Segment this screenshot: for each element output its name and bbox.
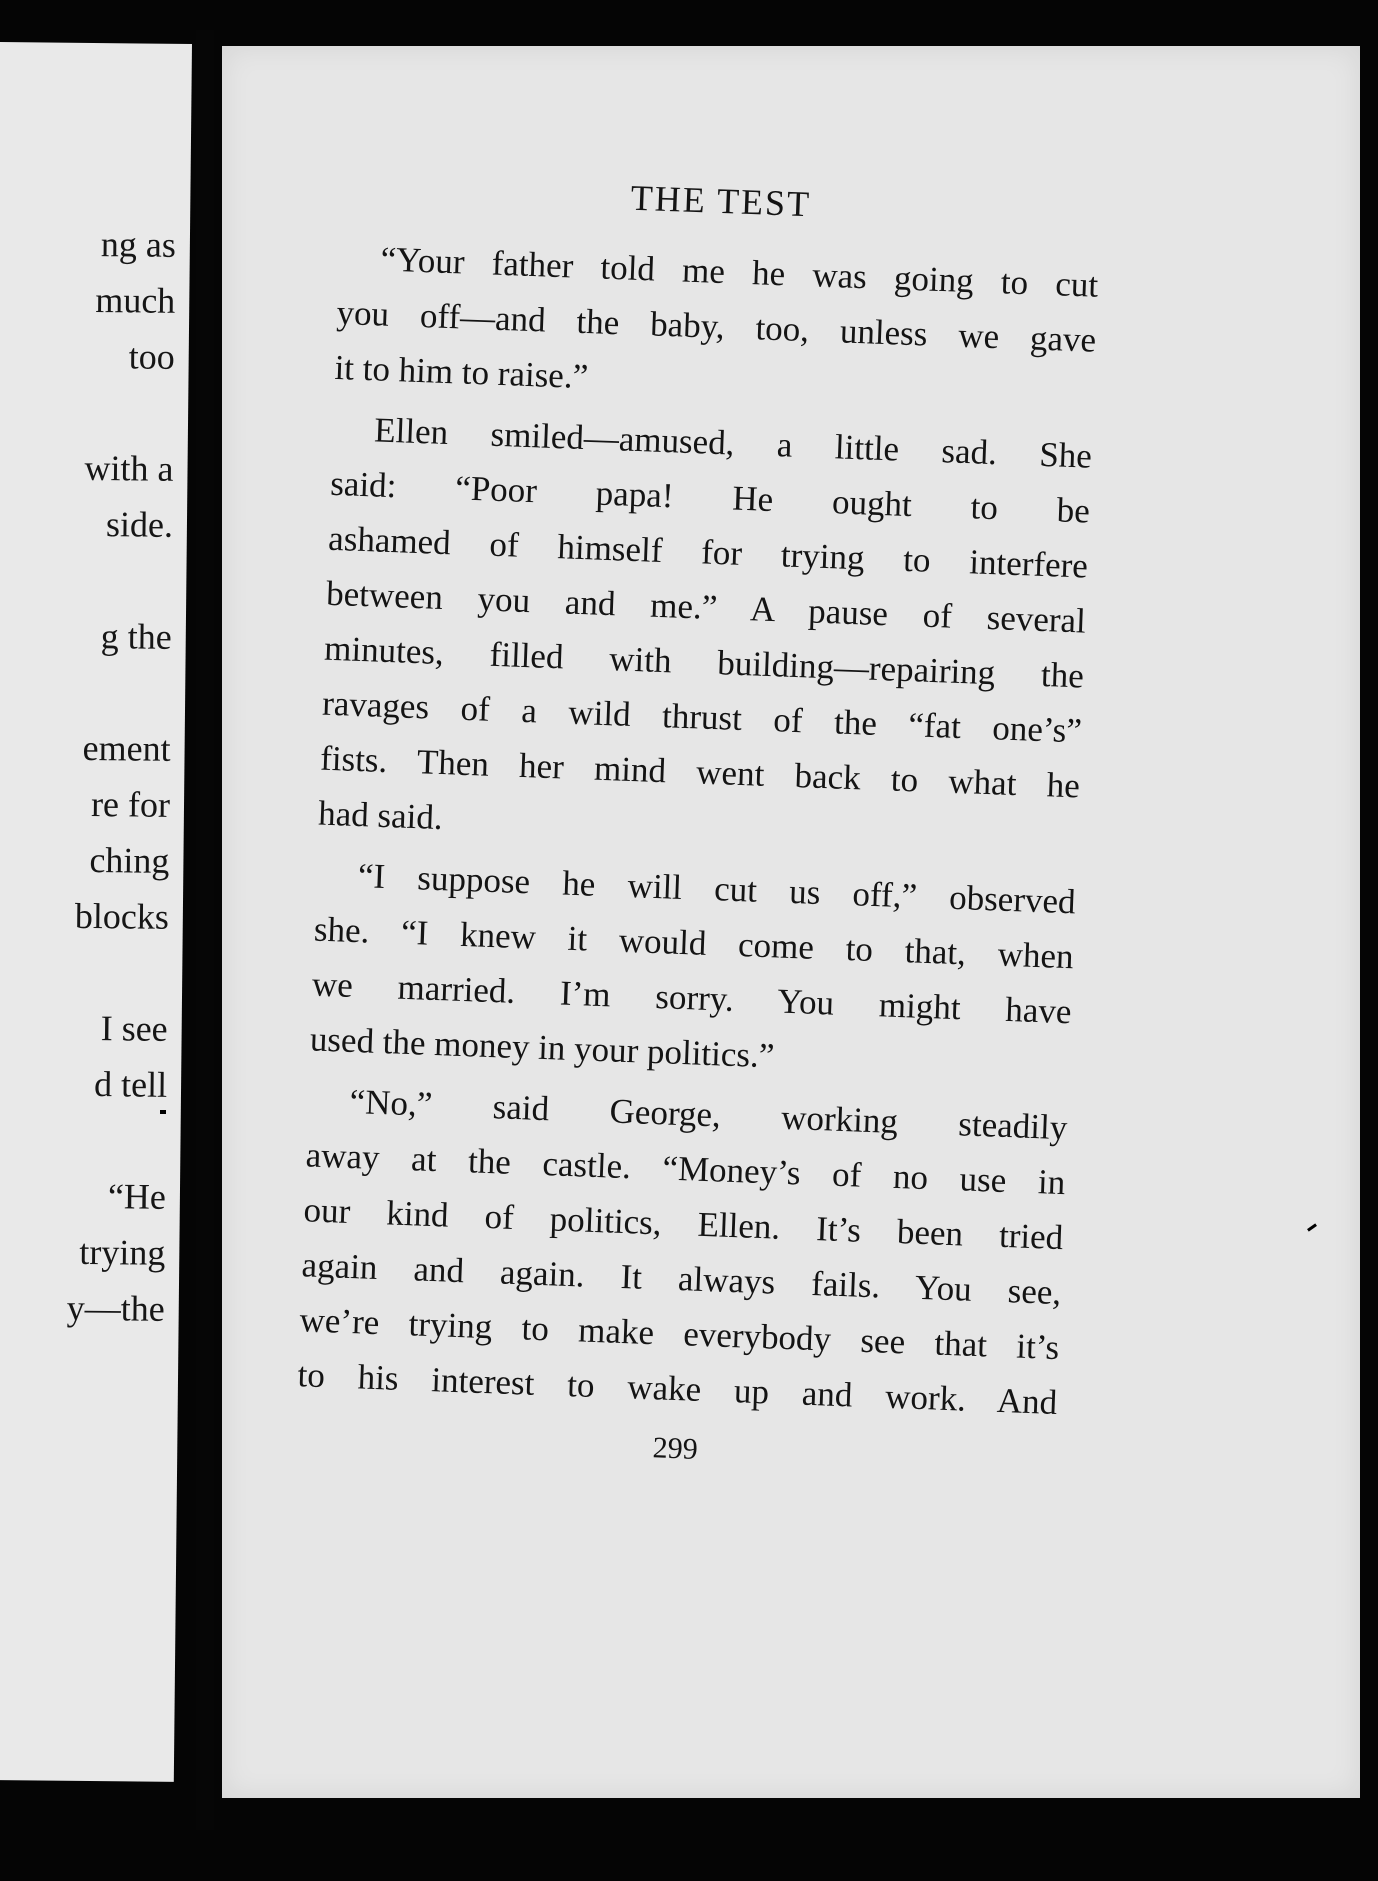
left-text-fragment: “He: [107, 1176, 167, 1217]
text-line: our kind of politics, Ellen. It’s been tried: [303, 1190, 1064, 1258]
text-line: it to him to raise.”: [333, 347, 589, 397]
left-text-fragment: side.: [105, 504, 174, 545]
text-line: she. “I knew it would come to that, when: [313, 909, 1075, 977]
text-line: again and again. It always fails. You see,: [300, 1245, 1062, 1313]
page-number: 299: [652, 1431, 699, 1466]
book-gutter: [196, 30, 214, 1830]
text-line: “Your father told me he was going to cut: [379, 239, 1099, 305]
scan-speck: [160, 1110, 166, 1114]
running-head: THE TEST: [630, 177, 812, 225]
left-text-fragment: trying: [79, 1231, 166, 1273]
text-line: had said.: [317, 793, 444, 838]
left-text-fragment: re for: [90, 783, 171, 825]
left-text-fragment: ching: [89, 839, 170, 881]
text-line: you off—and the baby, too, unless we gave: [335, 292, 1097, 360]
left-text-fragment: much: [95, 280, 176, 321]
left-text-fragment: with a: [84, 447, 174, 489]
paragraph: [309, 847, 1077, 1095]
text-line: “I suppose he will cut us off,” observed: [357, 856, 1077, 922]
scan-speck: [1307, 1223, 1317, 1231]
left-page-fragment: [0, 42, 192, 1782]
paragraph: [297, 1072, 1069, 1430]
book-page: [222, 46, 1360, 1798]
paragraph: [334, 230, 1100, 423]
text-line: we’re trying to make everybody see that it’s: [298, 1300, 1060, 1368]
left-text-fragment: g the: [100, 616, 172, 657]
text-line: said: “Poor papa! He ought to be: [329, 463, 1091, 531]
text-line: fists. Then her mind went back to what he: [319, 738, 1081, 806]
text-line: we married. I’m sorry. You might have: [311, 964, 1073, 1032]
text-line: away at the castle. “Money’s of no use in: [305, 1135, 1066, 1203]
page-text-block: [295, 166, 1102, 1480]
left-text-fragment: blocks: [74, 895, 170, 937]
left-text-fragment: too: [128, 336, 175, 377]
text-line: to his interest to wake up and work. And: [296, 1355, 1058, 1423]
text-line: ashamed of himself for trying to interfere: [327, 518, 1089, 586]
left-text-fragment: I see: [100, 1008, 168, 1049]
text-line: Ellen smiled—amused, a little sad. She: [373, 410, 1093, 476]
left-text-fragment: ement: [82, 727, 171, 769]
text-line: used the money in your politics.”: [309, 1019, 776, 1076]
text-line: between you and me.” A pause of several: [325, 573, 1087, 641]
paragraph: [317, 401, 1093, 869]
left-text-fragment: ng as: [100, 224, 177, 265]
text-line: minutes, filled with building—repairing the: [323, 628, 1085, 696]
text-line: ravages of a wild thrust of the “fat one’s”: [321, 683, 1083, 751]
text-line: “No,” said George, working steadily: [349, 1081, 1068, 1148]
left-text-fragment: d tell: [93, 1064, 168, 1105]
left-text-fragment: y—the: [66, 1287, 165, 1329]
